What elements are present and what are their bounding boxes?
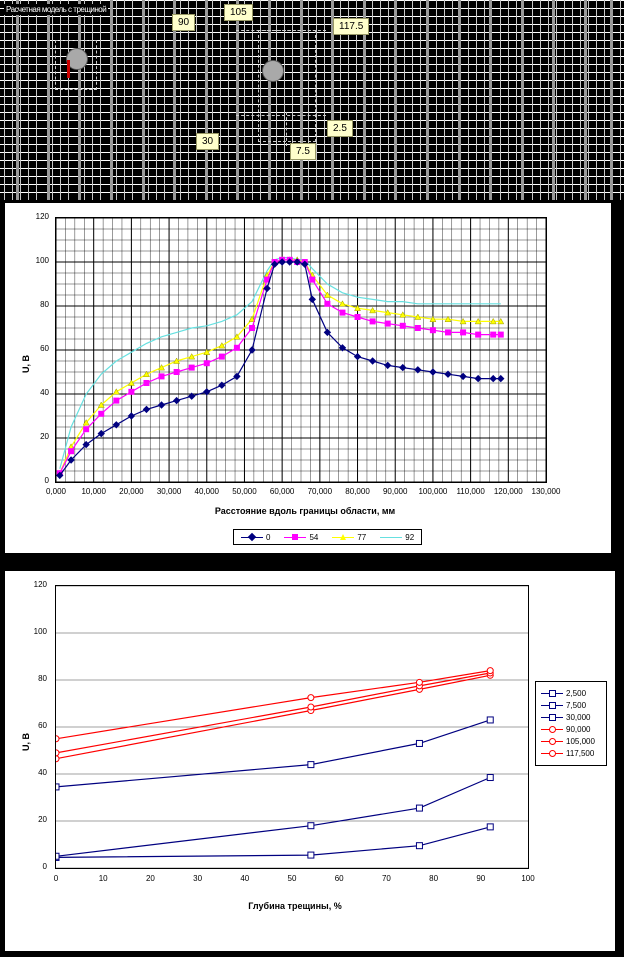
axis-tick-label: 100 (35, 256, 49, 265)
mesh-line (388, 0, 389, 200)
mesh-line (588, 0, 589, 200)
legend-item (541, 713, 601, 722)
mesh-line (580, 0, 581, 200)
mesh-line (516, 0, 517, 200)
dimension-callout: 105 (224, 4, 253, 21)
mesh-line (0, 184, 624, 185)
chart1-plot-area (55, 217, 547, 483)
legend-swatch-icon (541, 689, 563, 698)
mesh-line (156, 0, 157, 200)
axis-tick-label: 120 (35, 212, 49, 221)
mesh-line (380, 0, 381, 200)
legend-label: 90,000 (566, 725, 591, 734)
mid-dash-guide (236, 115, 326, 116)
legend-label: 0 (266, 532, 271, 542)
mesh-line (142, 0, 145, 200)
axis-tick-label: 120,000 (493, 487, 523, 496)
crack-marker (67, 60, 70, 78)
mesh-line (412, 0, 413, 200)
mesh-line (444, 0, 445, 200)
legend-swatch-icon (541, 725, 563, 734)
legend-swatch-icon (541, 749, 563, 758)
legend-item (541, 701, 601, 710)
axis-tick-label: 40 (40, 388, 49, 397)
axis-tick-label: 0 (42, 862, 47, 871)
axis-tick-label: 30 (193, 874, 203, 883)
mesh-line (564, 0, 565, 200)
legend-item (541, 689, 601, 698)
legend-label: 2,500 (566, 689, 587, 698)
mesh-line (500, 0, 501, 200)
axis-tick-label: 10 (98, 874, 108, 883)
axis-tick-label: 60,000 (269, 487, 295, 496)
legend-label: 54 (309, 532, 319, 542)
mesh-line (604, 0, 605, 200)
mesh-line (68, 0, 69, 200)
mesh-line (548, 0, 549, 200)
mesh-line (110, 0, 113, 200)
diagram-panel (0, 0, 624, 200)
legend-item (241, 533, 270, 542)
mesh-line (508, 0, 509, 200)
chart2-plot-area (55, 585, 529, 869)
axis-tick-label: 70,000 (307, 487, 333, 496)
mesh-line (124, 0, 125, 200)
chart1-x-axis-label: Расстояние вдоль границы области, мм (214, 506, 396, 516)
mesh-line (620, 0, 621, 200)
axis-tick-label: 20 (40, 432, 49, 441)
axis-tick-label: 60 (40, 344, 49, 353)
chart1-y-axis-label: U, В (21, 355, 31, 373)
top-dash-guide (236, 30, 326, 31)
chart2-series-svg (56, 586, 528, 868)
axis-tick-label: 30,000 (156, 487, 182, 496)
axis-tick-label: 80,000 (345, 487, 370, 496)
mesh-line (36, 0, 37, 200)
mesh-line (212, 0, 213, 200)
axis-tick-label: 20 (145, 874, 155, 883)
legend-label: 77 (357, 532, 367, 542)
axis-tick-label: 100 (521, 874, 535, 883)
legend-item (541, 749, 601, 758)
mesh-line (552, 0, 555, 200)
mesh-line (0, 16, 624, 17)
axis-tick-label: 100 (33, 627, 47, 636)
axis-tick-label: 80 (429, 874, 439, 883)
mesh-line (452, 0, 453, 200)
mesh-line (404, 0, 405, 200)
axis-tick-label: 0 (44, 476, 49, 485)
mesh-line (84, 0, 85, 200)
center-dash-guide (286, 112, 287, 146)
mesh-line (458, 0, 461, 200)
legend-label: 7,500 (566, 701, 587, 710)
mesh-line (584, 0, 587, 200)
mesh-line (228, 0, 229, 200)
mesh-line (4, 0, 5, 200)
axis-tick-label: 80 (40, 300, 49, 309)
legend-swatch-icon (241, 533, 263, 542)
dimension-callout: 2.5 (327, 120, 353, 137)
mesh-line (60, 0, 61, 200)
dimension-callout: 90 (172, 14, 195, 31)
mesh-line (47, 0, 50, 200)
mesh-line (476, 0, 477, 200)
dimension-callout: 7.5 (290, 143, 316, 160)
dimension-callout: 117.5 (333, 18, 369, 35)
axis-tick-label: 40,000 (194, 487, 219, 496)
axis-tick-label: 90 (476, 874, 486, 883)
mesh-line (92, 0, 93, 200)
legend-item (332, 533, 366, 542)
axis-tick-label: 60 (334, 874, 344, 883)
chart2-y-axis-label: U, В (21, 733, 31, 751)
mesh-line (532, 0, 533, 200)
mesh-line (420, 0, 421, 200)
mesh-line (20, 0, 21, 200)
mesh-line (468, 0, 469, 200)
mesh-line (610, 0, 613, 200)
axis-tick-label: 80 (38, 674, 47, 683)
mesh-line (205, 0, 208, 200)
mesh-line (521, 0, 524, 200)
mesh-line (164, 0, 165, 200)
mesh-line (596, 0, 597, 200)
legend-label: 92 (405, 532, 415, 542)
axis-tick-label: 90,000 (382, 487, 408, 496)
chart-panel-depth (4, 570, 616, 952)
mesh-line (426, 0, 429, 200)
dimension-callout: 30 (196, 133, 219, 150)
hole-zone-box (258, 30, 316, 142)
axis-tick-label: 50,000 (232, 487, 257, 496)
axis-tick-label: 100,000 (418, 487, 448, 496)
mesh-line (196, 0, 197, 200)
mesh-line (28, 0, 29, 200)
axis-tick-label: 10,000 (81, 487, 106, 496)
axis-tick-label: 20 (38, 815, 47, 824)
mesh-line (489, 0, 492, 200)
axis-tick-label: 130,000 (531, 487, 561, 496)
axis-tick-label: 40 (38, 768, 47, 777)
mesh-line (78, 0, 81, 200)
chart2-legend (535, 681, 607, 766)
chart1-series-svg (56, 218, 546, 482)
mesh-line (0, 192, 624, 193)
mesh-line (52, 0, 53, 200)
axis-tick-label: 0,000 (45, 487, 67, 496)
legend-swatch-icon (284, 533, 306, 542)
legend-item (380, 533, 414, 542)
mesh-line (132, 0, 133, 200)
axis-tick-label: 110,000 (456, 487, 485, 496)
mesh-line (16, 0, 19, 200)
legend-item (284, 533, 318, 542)
mesh-line (436, 0, 437, 200)
hole-right (262, 60, 284, 82)
legend-item (541, 737, 601, 746)
legend-label: 117,500 (566, 749, 595, 758)
mesh-line (116, 0, 117, 200)
mesh-line (0, 168, 624, 169)
mesh-line (372, 0, 373, 200)
mesh-line (394, 0, 397, 200)
diagram-title: Расчетная модель с трещиной (6, 5, 107, 14)
legend-swatch-icon (541, 713, 563, 722)
axis-tick-label: 120 (33, 580, 47, 589)
legend-swatch-icon (541, 737, 563, 746)
axis-tick-label: 20,000 (119, 487, 144, 496)
mesh-line (100, 0, 101, 200)
mesh-line (556, 0, 557, 200)
legend-swatch-icon (332, 533, 354, 542)
chart1-legend (233, 529, 422, 545)
legend-label: 30,000 (566, 713, 591, 722)
mesh-line (0, 160, 624, 161)
mesh-line (220, 0, 221, 200)
legend-item (541, 725, 601, 734)
legend-swatch-icon (380, 533, 402, 542)
mesh-line (12, 0, 13, 200)
mesh-line (484, 0, 485, 200)
axis-tick-label: 50 (287, 874, 297, 883)
chart2-x-axis-label: Глубина трещины, % (248, 901, 342, 911)
mesh-line (0, 24, 624, 25)
mesh-line (148, 0, 149, 200)
axis-tick-label: 70 (381, 874, 391, 883)
legend-label: 105,000 (566, 737, 595, 746)
axis-tick-label: 40 (240, 874, 250, 883)
mesh-line (540, 0, 541, 200)
chart-panel-distance (4, 202, 612, 554)
mesh-line (0, 176, 624, 177)
axis-tick-label: 60 (38, 721, 47, 730)
mesh-line (572, 0, 573, 200)
legend-swatch-icon (541, 701, 563, 710)
mesh-line (0, 0, 624, 1)
axis-tick-label: 0 (53, 874, 59, 883)
